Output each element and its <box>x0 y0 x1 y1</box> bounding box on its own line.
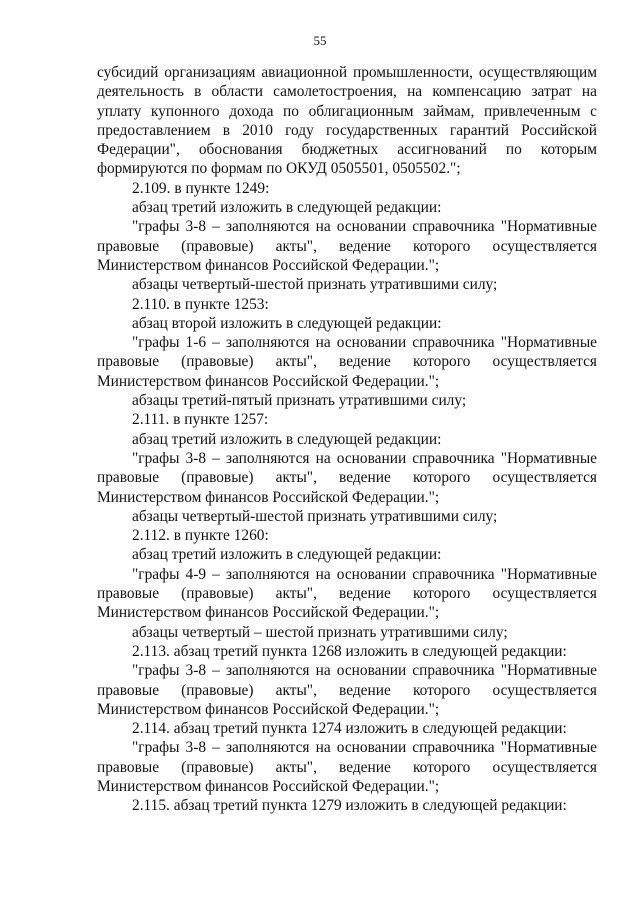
page-number: 55 <box>313 33 327 48</box>
paragraph: субсидий организациям авиационной промышленности, осуществляющим деятельность в области самолетостроения, на компенсацию затрат на уплату купонного дохода по облигационным займам, привлеченным с предоставлением в 2010 году государственных гарантий Российской Федерации", обоснования бюджетных ассигнований по которым формируются по формам по ОКУД 0505501, 0505502."; <box>97 64 597 178</box>
paragraph: абзац второй изложить в следующей редакции: <box>132 314 442 332</box>
paragraph: абзац третий изложить в следующей редакции: <box>132 199 442 217</box>
paragraph: 2.114. абзац третий пункта 1274 изложить в следующей редакции: <box>132 720 567 738</box>
paragraph: 2.112. в пункте 1260: <box>132 527 269 545</box>
paragraph: "графы 3-8 – заполняются на основании справочника "Нормативные правовые (правовые) акты", ведение которого осуществляется Министерством финансов Российской Федерации."; <box>97 662 597 718</box>
paragraph: "графы 3-8 – заполняются на основании справочника "Нормативные правовые (правовые) акты", ведение которого осуществляется Министерством финансов Российской Федерации."; <box>97 449 597 506</box>
paragraph: 2.113. абзац третий пункта 1268 изложить в следующей редакции: <box>132 642 567 660</box>
paragraph: абзацы четвертый-шестой признать утратившими силу; <box>132 507 498 525</box>
paragraph: 2.111. в пункте 1257: <box>132 411 269 429</box>
paragraph: абзацы четвертый – шестой признать утратившими силу; <box>132 623 508 641</box>
paragraph: абзац третий изложить в следующей редакции: <box>132 546 442 564</box>
paragraph: абзац третий изложить в следующей редакции: <box>132 430 442 448</box>
paragraph: 2.109. в пункте 1249: <box>132 179 270 197</box>
paragraph: 2.115. абзац третий пункта 1279 изложить в следующей редакции: <box>132 797 567 815</box>
paragraph: "графы 1-6 – заполняются на основании справочника "Нормативные правовые (правовые) акты", ведение которого осуществляется Министерством финансов Российской Федерации."; <box>97 334 597 390</box>
document-body <box>97 63 597 816</box>
paragraph: "графы 3-8 – заполняются на основании справочника "Нормативные правовые (правовые) акты", ведение которого осуществляется Министерством финансов Российской Федерации."; <box>97 739 597 795</box>
paragraph: абзацы четвертый-шестой признать утратившими силу; <box>132 276 498 294</box>
paragraph: 2.110. в пункте 1253: <box>132 295 269 313</box>
paragraph: "графы 4-9 – заполняются на основании справочника "Нормативные правовые (правовые) акты", ведение которого осуществляется Министерством финансов Российской Федерации."; <box>97 565 597 622</box>
paragraph: "графы 3-8 – заполняются на основании справочника "Нормативные правовые (правовые) акты", ведение которого осуществляется Министерством финансов Российской Федерации."; <box>97 218 597 274</box>
paragraph: абзацы третий-пятый признать утратившими силу; <box>132 392 467 410</box>
